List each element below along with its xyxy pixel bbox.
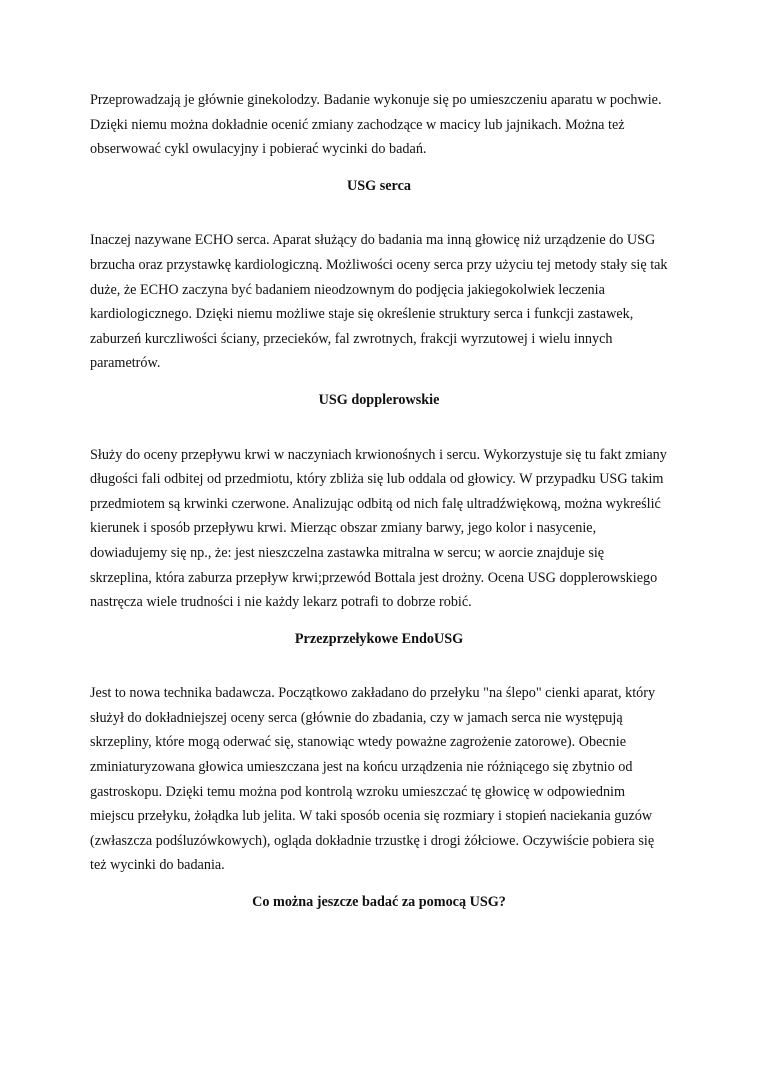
section-heading-endousg: Przezprzełykowe EndoUSG	[294, 630, 464, 647]
section-heading-usg-dopplerowskie: USG dopplerowskie	[318, 391, 440, 408]
final-heading: Co można jeszcze badać za pomocą USG?	[252, 894, 506, 911]
section-body-endousg: Jest to nowa technika badawcza. Początkowo zakładano do przełyku "na ślepo" cienki aparat, który służył do dokładniejszej oceny serca (głównie do zbadania, czy w jamach serca nie występują skrzepliny, które mogą oderwać się, stanowiąc wtedy poważne zagrożenie zatorowe). Obecnie zminiaturyzowana głowica umieszczana jest na końcu urządzenia nie różniącego się zbytnio od gastroskopu. Dzięki temu można pod kontrolą wzroku umieszczać tę głowicę w odpowiednim miejscu przełyku, żołądka lub jelita. W taki sposób ocenia się rozmiary i stopień naciekania guzów (zwłaszcza podśluzówkowych), ogląda dokładnie trzustkę i drogi żółciowe. Oczywiście pobiera się też wycinki do badania.	[90, 685, 656, 874]
section-heading-usg-serca: USG serca	[347, 177, 411, 194]
intro-paragraph: Przeprowadzają je głównie ginekolodzy. Badanie wykonuje się po umieszczeniu aparatu w pochwie. Dzięki niemu można dokładnie ocenić zmiany zachodzące w macicy lub jajnikach. Można też obserwować cykl owulacyjny i pobierać wycinki do badań.	[90, 92, 662, 158]
document-page	[90, 88, 668, 915]
section-body-usg-serca: Inaczej nazywane ECHO serca. Aparat służący do badania ma inną głowicę niż urządzenie do USG brzucha oraz przystawkę kardiologiczną. Możliwości oceny serca przy użyciu tej metody stały się tak duże, że ECHO zaczyna być badaniem nieodzownym do podjęcia jakiegokolwiek leczenia kardiologicznego. Dzięki niemu możliwe staje się określenie struktury serca i funkcji zastawek, zaburzeń kurczliwości ściany, przecieków, fal zwrotnych, frakcji wyrzutowej i wielu innych parametrów.	[90, 232, 668, 372]
section-body-usg-dopplerowskie: Służy do oceny przepływu krwi w naczyniach krwionośnych i sercu. Wykorzystuje się tu fakt zmiany długości fali odbitej od przedmiotu, który zbliża się lub oddala od głowicy. W przypadku USG takim przedmiotem są krwinki czerwone. Analizując odbitą od nich falę ultradźwiękową, można wykreślić kierunek i sposób przepływu krwi. Mierząc obszar zmiany barwy, jego kolor i nasycenie, dowiadujemy się np., że: jest nieszczelna zastawka mitralna w sercu; w aorcie znajduje się skrzeplina, która zaburza przepływ krwi;przewód Bottala jest drożny. Ocena USG dopplerowskiego nastręcza wiele trudności i nie każdy lekarz potrafi to dobrze robić.	[90, 446, 667, 611]
